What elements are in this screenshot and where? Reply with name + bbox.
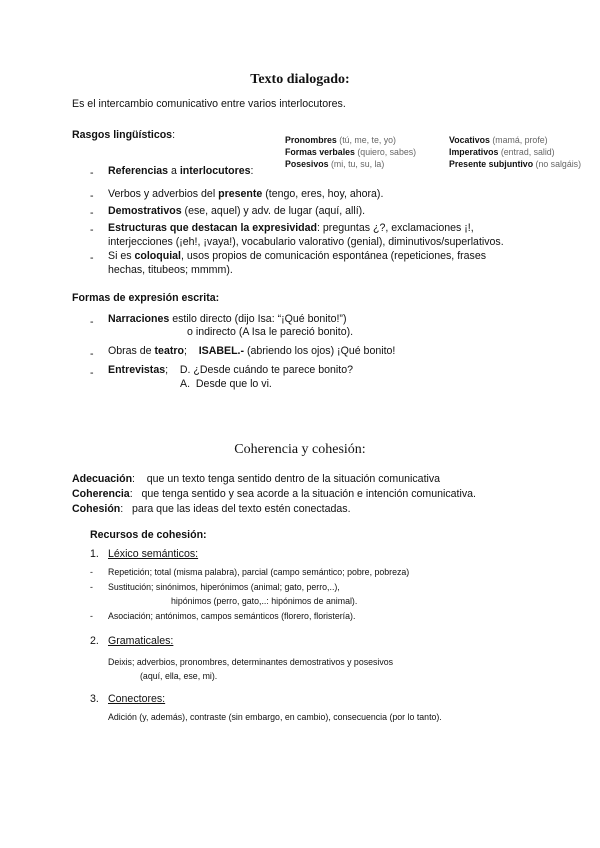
def-text: : que tenga sentido y sea acorde a la situación e intención comunicativa.	[129, 488, 476, 500]
section-title-texto-dialogado: Texto dialogado:	[250, 72, 350, 87]
def-text: : que un texto tenga sentido dentro de la situación comunicativa	[132, 473, 441, 485]
gramaticales-line1: Deixis; adverbios, pronombres, determinantes demostrativos y posesivos	[108, 657, 394, 667]
intro-paragraph: Es el intercambio comunicativo entre varios interlocutores.	[72, 98, 346, 110]
bullet-bold: Estructuras que destacan la expresividad	[108, 222, 318, 234]
formas-heading: Formas de expresión escrita:	[72, 292, 220, 304]
bullet-text: ; D. ¿Desde cuándo te parece bonito?	[165, 364, 353, 376]
bullet-text: Si es	[108, 250, 135, 262]
list-number: 2.	[90, 635, 99, 647]
rasgos-heading	[72, 129, 175, 141]
side-note-example: (quiero, sabes)	[354, 147, 417, 157]
lexico-item-sustitucion: Sustitución; sinónimos, hiperónimos (animal; gato, perro,..),	[108, 582, 340, 592]
lexico-item-sustitucion-line2: hipónimos (perro, gato,..: hipónimos de animal).	[171, 596, 358, 606]
bullet-expresividad	[108, 222, 474, 234]
bullet-text: (tengo, eres, hoy, ahora).	[262, 188, 384, 200]
def-text: : para que las ideas del texto estén conectadas.	[120, 503, 351, 515]
bullet-expresividad-line2: interjecciones (¡eh!, ¡vaya!), vocabulario valorativo (genial), diminutivos/superlativos.	[108, 236, 504, 248]
bullet-text: estilo directo (dijo Isa: “¡Qué bonito!”)	[169, 313, 347, 325]
bullet-bold: teatro	[154, 345, 184, 357]
bullet-dash: -	[90, 252, 94, 264]
bullet-text: (abriendo los ojos) ¡Qué bonito!	[244, 345, 396, 357]
side-note-example: (mi, tu, su, la)	[328, 159, 385, 169]
side-note-pronombres	[285, 135, 396, 145]
bullet-dash: -	[90, 367, 94, 379]
rasgos-heading-text: Rasgos lingüísticos	[72, 129, 173, 141]
bullet-bold: interlocutores	[179, 165, 251, 177]
rasgos-colon: :	[172, 129, 176, 141]
list-number: 1.	[90, 548, 99, 560]
bullet-text: (ese, aquel) y adv. de lugar (aquí, allí).	[181, 205, 366, 217]
def-term: Cohesión	[72, 503, 121, 515]
side-note-example: (entrad, salid)	[498, 147, 555, 157]
bullet-text: :	[250, 165, 254, 177]
bullet-bold: Referencias	[108, 165, 169, 177]
recursos-heading: Recursos de cohesión:	[90, 529, 207, 541]
def-term: Coherencia	[72, 488, 130, 500]
bullet-bold: presente	[218, 188, 263, 200]
def-adecuacion	[72, 473, 440, 485]
bullet-text: ;	[183, 345, 199, 357]
side-note-vocativos	[449, 135, 548, 145]
bullet-narraciones-line2: o indirecto (A Isa le pareció bonito).	[187, 326, 354, 338]
recurso-gramaticales-title: Gramaticales:	[108, 635, 174, 647]
def-term: Adecuación	[72, 473, 133, 485]
bullet-narraciones	[108, 313, 346, 325]
side-note-label: Imperativos	[449, 147, 499, 157]
lexico-item-asociacion: Asociación; antónimos, campos semánticos (florero, floristería).	[108, 611, 356, 621]
bullet-presente	[108, 188, 383, 200]
side-note-label: Posesivos	[285, 159, 329, 169]
list-number: 3.	[90, 693, 99, 705]
bullet-text: , usos propios de comunicación espontánea (repeticiones, frases	[181, 250, 487, 262]
bullet-dash: -	[90, 611, 93, 621]
def-cohesion	[72, 503, 351, 515]
def-coherencia	[72, 488, 476, 500]
bullet-coloquial	[108, 250, 486, 262]
bullet-coloquial-line2: hechas, titubeos; mmmm).	[108, 264, 233, 276]
side-note-example: (mamá, profe)	[489, 135, 548, 145]
bullet-teatro	[108, 345, 395, 357]
bullet-demostrativos	[108, 205, 365, 217]
bullet-entrevistas-line2: A. Desde que lo vi.	[180, 378, 272, 390]
side-note-posesivos	[285, 159, 384, 169]
bullet-bold: ISABEL.-	[198, 345, 245, 357]
bullet-bold: Entrevistas	[108, 364, 166, 376]
bullet-dash: -	[90, 316, 94, 328]
side-note-example: (tú, me, te, yo)	[336, 135, 396, 145]
side-note-imperativos	[449, 147, 555, 157]
side-note-label: Formas verbales	[285, 147, 355, 157]
bullet-dash: -	[90, 567, 93, 577]
bullet-bold: coloquial	[134, 250, 181, 262]
recurso-lexico-title: Léxico semánticos:	[108, 548, 199, 560]
bullet-referencias	[108, 165, 253, 177]
bullet-text: Verbos y adverbios del	[108, 188, 219, 200]
recurso-conectores-title: Conectores:	[108, 693, 166, 705]
side-note-example: (no salgáis)	[533, 159, 581, 169]
gramaticales-line2: (aquí, ella, ese, mi).	[140, 671, 218, 681]
bullet-text: Obras de	[108, 345, 155, 357]
bullet-dash: -	[90, 207, 94, 219]
section-title-coherencia: Coherencia y cohesión:	[234, 442, 366, 457]
conectores-line1: Adición (y, además), contraste (sin embargo, en cambio), consecuencia (por lo tanto).	[108, 712, 442, 722]
side-note-presente-subjuntivo	[449, 159, 581, 169]
lexico-item-repeticion: Repetición; total (misma palabra), parcial (campo semántico; pobre, pobreza)	[108, 567, 410, 577]
side-note-label: Vocativos	[449, 135, 490, 145]
bullet-dash: -	[90, 224, 94, 236]
bullet-text: : preguntas ¿?, exclamaciones ¡!,	[317, 222, 474, 234]
side-note-formas-verbales	[285, 147, 416, 157]
side-note-label: Presente subjuntivo	[449, 159, 534, 169]
bullet-entrevistas	[108, 364, 353, 376]
bullet-bold: Narraciones	[108, 313, 170, 325]
bullet-bold: Demostrativos	[108, 205, 182, 217]
bullet-dash: -	[90, 348, 94, 360]
bullet-dash: -	[90, 582, 93, 592]
bullet-text: a	[168, 165, 180, 177]
side-note-label: Pronombres	[285, 135, 337, 145]
bullet-dash: -	[90, 190, 94, 202]
bullet-dash: -	[90, 167, 94, 179]
